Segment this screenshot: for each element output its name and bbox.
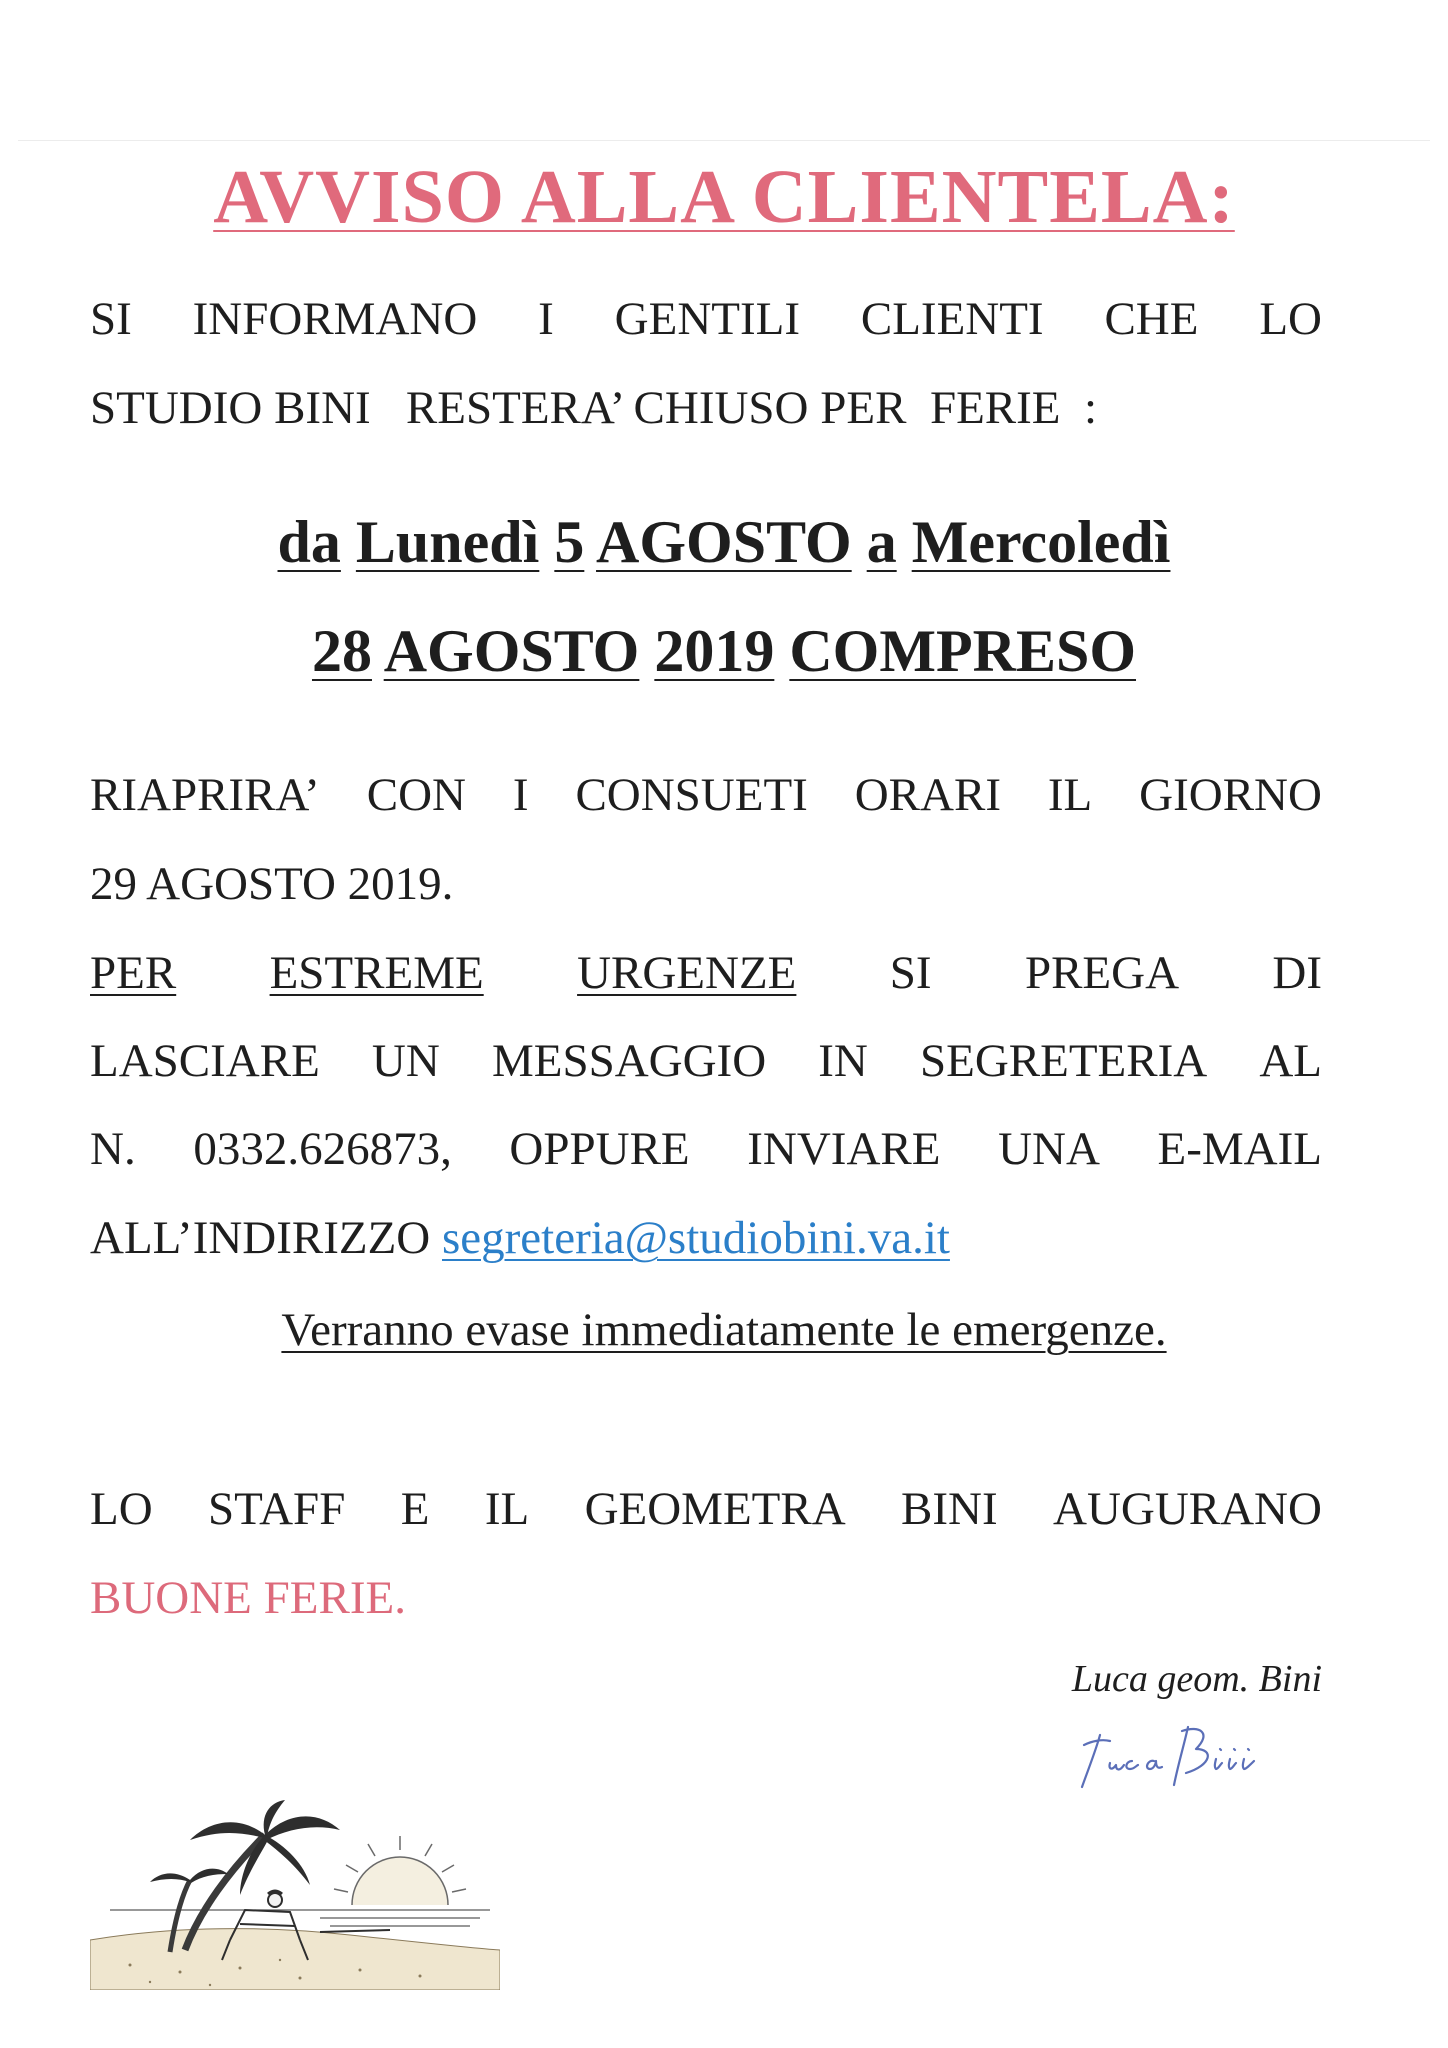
intro-line-2: STUDIO BINI RESTERA’ CHIUSO PER FERIE : [90, 382, 1098, 434]
period-line-1 [0, 506, 1448, 578]
urgent-line-4 [90, 1210, 950, 1266]
word: I [538, 293, 554, 345]
reopen-line-1 [90, 767, 1322, 823]
word: STAFF [208, 1483, 346, 1535]
period-word: Mercoledì [911, 509, 1171, 575]
word: UNA [998, 1123, 1100, 1175]
word: PER [90, 947, 177, 999]
word: URGENZE [577, 947, 797, 999]
word: GIORNO [1139, 769, 1322, 821]
word: GEOMETRA [584, 1483, 846, 1535]
urgent-line-1 [90, 945, 1322, 1001]
word: MESSAGGIO [491, 1035, 767, 1087]
word: INVIARE [747, 1123, 941, 1175]
period-word: COMPRESO [789, 618, 1137, 684]
word: OPPURE [509, 1123, 690, 1175]
word: CHE [1104, 293, 1199, 345]
word: INFORMANO [192, 293, 478, 345]
word: CONSUETI [575, 769, 808, 821]
word: BINI [901, 1483, 998, 1535]
email-link[interactable]: segreteria@studiobini.va.it [442, 1212, 950, 1264]
period-word: a [866, 509, 897, 575]
word: RIAPRIRA’ [90, 769, 320, 821]
word: I [512, 769, 529, 821]
word: DI [1272, 947, 1322, 999]
reopen-line-2: 29 AGOSTO 2019. [90, 858, 454, 910]
closing-line-1 [90, 1481, 1322, 1537]
period-word: 2019 [654, 618, 775, 684]
word: SI [889, 947, 932, 999]
urgent-line-3 [90, 1121, 1322, 1177]
notice-title: AVVISO ALLA CLIENTELA: [213, 155, 1235, 239]
word: ESTREME [269, 947, 484, 999]
word: E [400, 1483, 430, 1535]
signatory-name: Luca geom. Bini [1071, 1658, 1322, 1700]
emergency-note-text: Verranno evase immediatamente le emergenze. [281, 1304, 1167, 1356]
word: 0332.626873, [193, 1123, 452, 1175]
word: IL [484, 1483, 530, 1535]
period-word: AGOSTO [383, 618, 640, 684]
word: PREGA [1024, 947, 1180, 999]
buone-ferie: BUONE FERIE. [90, 1572, 406, 1624]
word: AUGURANO [1053, 1483, 1322, 1535]
word: IL [1047, 769, 1093, 821]
word: IN [818, 1035, 868, 1087]
period-line-2 [0, 615, 1448, 687]
word: LASCIARE [90, 1035, 320, 1087]
word: CLIENTI [860, 293, 1044, 345]
period-word: 28 [311, 618, 372, 684]
emergency-note [0, 1302, 1448, 1358]
word: CON [366, 769, 466, 821]
word: LO [90, 1483, 153, 1535]
beach-illustration [90, 1800, 500, 1990]
urgent-line-2 [90, 1033, 1322, 1089]
period-word: AGOSTO [596, 509, 852, 575]
word: E-MAIL [1157, 1123, 1322, 1175]
period-word: Lunedì [355, 509, 540, 575]
word: SI [90, 293, 132, 345]
period-word: 5 [554, 509, 585, 575]
word: N. [90, 1123, 136, 1175]
period-word: da [277, 509, 341, 575]
word: UN [371, 1035, 440, 1087]
address-prefix: ALL’INDIRIZZO [90, 1212, 442, 1264]
word: GENTILI [614, 293, 800, 345]
word: LO [1259, 293, 1322, 345]
word: ORARI [854, 769, 1001, 821]
intro-line-1 [90, 291, 1322, 347]
word: SEGRETERIA [919, 1035, 1208, 1087]
word: AL [1259, 1035, 1322, 1087]
handwritten-signature [1070, 1715, 1280, 1795]
top-rule [18, 140, 1430, 141]
